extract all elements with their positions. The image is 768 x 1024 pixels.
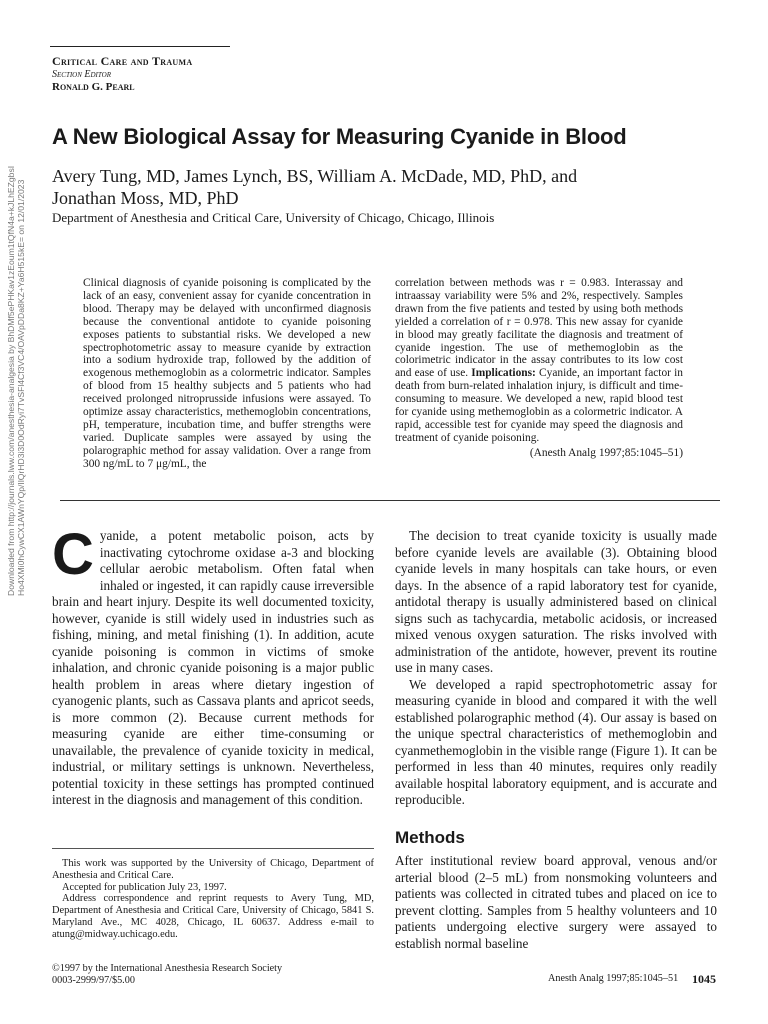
body-right-column (395, 528, 717, 809)
article-title: A New Biological Assay for Measuring Cyanide in Blood (52, 124, 627, 149)
copyright-line-2: 0003-2999/97/$5.00 (52, 975, 135, 986)
copyright (52, 963, 282, 987)
copyright-line-1: ©1997 by the International Anesthesia Research Society (52, 963, 283, 974)
intro-paragraph (52, 522, 374, 809)
download-watermark (6, 156, 26, 596)
section-editor-name: Ronald G. Pearl (52, 81, 135, 93)
footnote-funding: This work was supported by the University of Chicago, Department of Anesthesia and Critical Care. (52, 858, 374, 881)
methods-heading: Methods (395, 828, 465, 847)
footnote-accepted: Accepted for publication July 23, 1997. (62, 881, 227, 893)
author-line-2: Jonathan Moss, MD, PhD (52, 188, 239, 208)
journal-reference: Anesth Analg 1997;85:1045–51 (548, 973, 679, 984)
implications-text: Cyanide, an important factor in death from burn-related inhalation injury, is difficult and time-consuming to measure. We developed a new, rapid blood test for cyanide using methemoglobin as a colormetric indicator. A rapid, accessible test for cyanide may speed the diagnosis and treatment of cyanide poisoning. (395, 367, 683, 444)
author-list (52, 165, 612, 209)
abstract-results: correlation between methods was r = 0.983. Interassay and intraassay variability were 5% and 2%, respectively. Samples drawn from the five patients and tested by using both methods yielded a correlation of r = 0.978. This new assay for cyanide in blood may greatly facilitate the diagnosis and treatment of cyanide ingestion. The use of methemoglobin as the colorimetric indicator in the assay contributes to its low cost and ease of use. (395, 277, 683, 380)
body-paragraph-2: We developed a rapid spectrophotometric assay for measuring cyanide in blood and compared it with the well established polarographic method (4). Our assay is based on the unique spectral characteristics of methemoglobin and cyanmethemoglobin in the visible range (Figure 1). It can be performed in less than 40 minutes, requires only readily available hospital laboratory equipment, and is accurate and reproducible. (395, 676, 717, 807)
abstract-left-column: Clinical diagnosis of cyanide poisoning is complicated by the lack of an easy, convenient assay for cyanide concentration in blood. Therapy may be delayed with unconfirmed diagnosis because the conventional antidote to cyanide poisoning exposes patients to substantial risks. We developed a new spectrophotometric assay to measure cyanide by extraction into a sodium hydroxide trap, followed by the addition of exogenous methemoglobin as a colormetric indicator. Samples of blood from 15 healthy subjects and 5 patients who had received prolonged nitroprusside infusions were assayed. To optimize assay characteristics, methemoglobin concentrations, pH, temperature, incubation time, and buffer strengths were varied. Duplicate samples were assayed by using the polarographic method for assay validation. Over a range from 300 ng/mL to 7 μg/mL, the (83, 277, 371, 470)
affiliation: Department of Anesthesia and Critical Care, University of Chicago, Chicago, Illinois (52, 210, 495, 225)
footnote-correspondence: Address correspondence and reprint requests to Avery Tung, MD, Department of Anesthesia and Critical Care, University of Chicago, 5841 S. Maryland Ave., MC 4028, Chicago, IL 60637. Address e-mail to atung@midway.uchicago.edu. (52, 893, 374, 940)
page-number: 1045 (692, 972, 716, 986)
watermark-line-1: Downloaded from http://journals.lww.com/anesthesia-analgesia by BhDMf5ePHKav1zEoum1tQfN4a+kJLhEZgbsI (6, 165, 16, 596)
section-title: Critical Care and Trauma (52, 54, 193, 68)
watermark-line-2: Ho4XMi0hCywCX1AWnYQp/IlQrHD3i3D0OdRyi7TvSFl4Cf3VC4/OAVpDDa8KZ+Ya6H515kE= on 12/01/2023 (16, 179, 26, 596)
footnote-rule (52, 848, 374, 849)
abstract-right-column (395, 277, 683, 460)
section-rule (50, 46, 230, 47)
drop-cap: C (52, 522, 94, 587)
abstract-divider (60, 500, 720, 501)
abstract-citation: (Anesth Analg 1997;85:1045–51) (529, 446, 683, 459)
intro-text: yanide, a potent metabolic poison, acts by inactivating cytochrome oxidase a-3 and blocking cellular aerobic metabolism. Often fatal when inhaled or ingested, it can rapidly cause irreversible brain and heart injury. Despite its well documented toxicity, however, cyanide is still widely used in industries such as fishing, mining, and metal finishing (1). In addition, acute cyanide poisoning is common in victims of smoke inhalation, and chronic cyanide poisoning is a major public health problem in areas where dietary ingestion of cyanogenic plants, such as Cassava plants and apricot seeds, is more common (2). Because current methods for measuring cyanide are either time-consuming or unavailable, the prevalence of cyanide toxicity in medical, industrial, or military settings is unknown. Nevertheless, potential toxicity in these settings has prompted continued interest in the diagnosis and management of this condition. (52, 528, 374, 807)
methods-paragraph: After institutional review board approval, venous and/or arterial blood (2–5 mL) from nonsmoking volunteers and patients was collected in citrated tubes and placed on ice to prevent clotting. Samples from 5 healthy volunteers and 10 patients undergoing elective surgery were assayed to establish normal baseline (395, 853, 717, 951)
footnote (52, 858, 374, 941)
implications-label: Implications: (471, 367, 536, 380)
section-editor-role: Section Editor (52, 69, 111, 80)
body-paragraph-1: The decision to treat cyanide toxicity is usually made before cyanide levels are available (3). Obtaining blood cyanide levels in many hospitals can take hours, or even days. In the absence of a rapid laboratory test for cyanide, antidotal therapy is usually administered based on clinical signs such as tachycardia, metabolic acidosis, or increased mixed venous oxygen saturation. The risks involved with administration of the antidote, however, prevent its routine use in many cases. (395, 528, 717, 675)
body-left-column (52, 522, 374, 809)
author-line-1: Avery Tung, MD, James Lynch, BS, William A. McDade, MD, PhD, and (52, 166, 578, 186)
